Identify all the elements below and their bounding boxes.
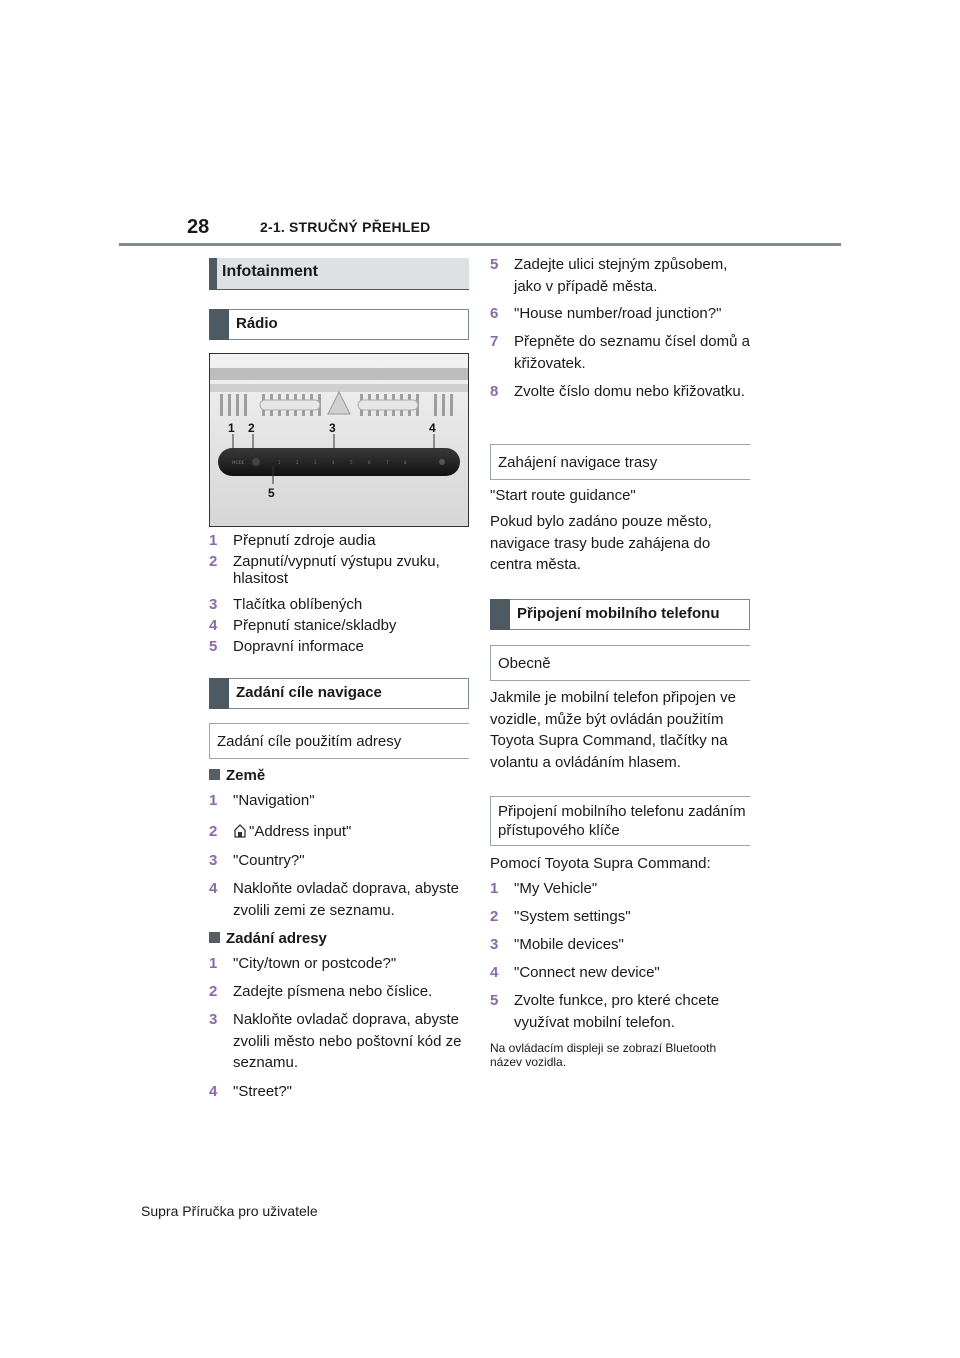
section-title: 2-1. STRUČNÝ PŘEHLED: [260, 219, 431, 235]
svg-text:6: 6: [368, 460, 371, 465]
header-rule: [119, 243, 841, 246]
svg-text:5: 5: [350, 460, 353, 465]
via-text: Pomocí Toyota Supra Command:: [490, 855, 711, 872]
radio-panel-figure: [209, 353, 469, 527]
general-text: Jakmile je mobilní telefon připojen ve vozidle, může být ovládán použitím Toyota Supra Command, tlačítky na volantu a ovládáním hlasem.: [490, 689, 736, 771]
subheading-address: Zadání adresy: [209, 930, 327, 947]
heading-passkey: Připojení mobilního telefonu zadáním přístupového klíče: [490, 796, 750, 846]
svg-text:7: 7: [386, 460, 389, 465]
heading-general: Obecně: [490, 645, 750, 681]
heading-infotainment: Infotainment: [209, 258, 469, 290]
note: Na ovládacím displeji se zobrazí Bluetooth název vozidla.: [490, 1041, 717, 1069]
callout-3: 3: [329, 421, 336, 435]
heading-radio: Rádio: [209, 309, 469, 340]
svg-text:8: 8: [404, 460, 407, 465]
heading-start-guidance: Zahájení navigace trasy: [490, 444, 750, 480]
callout-1: 1: [228, 421, 235, 435]
svg-text:4: 4: [332, 460, 335, 465]
svg-text:3: 3: [314, 460, 317, 465]
radio-panel-illustration: [210, 354, 468, 526]
subheading-country: Země: [209, 767, 265, 784]
page-number: 28: [187, 216, 210, 238]
svg-text:1: 1: [278, 460, 281, 465]
start-command: "Start route guidance": [490, 487, 636, 504]
callout-4: 4: [429, 421, 436, 435]
footer: Supra Příručka pro uživatele: [141, 1203, 318, 1219]
svg-text:MODE: MODE: [232, 460, 245, 465]
heading-address-destination: Zadání cíle použitím adresy: [209, 723, 469, 759]
house-address-icon: [233, 823, 247, 839]
heading-phone: Připojení mobilního telefonu: [490, 599, 750, 630]
svg-text:2: 2: [296, 460, 299, 465]
callout-2: 2: [248, 421, 255, 435]
callout-5: 5: [268, 486, 275, 500]
start-text: Pokud bylo zadáno pouze město, navigace trasy bude zahájena do centra města.: [490, 513, 712, 573]
heading-destination: Zadání cíle navigace: [209, 678, 469, 709]
